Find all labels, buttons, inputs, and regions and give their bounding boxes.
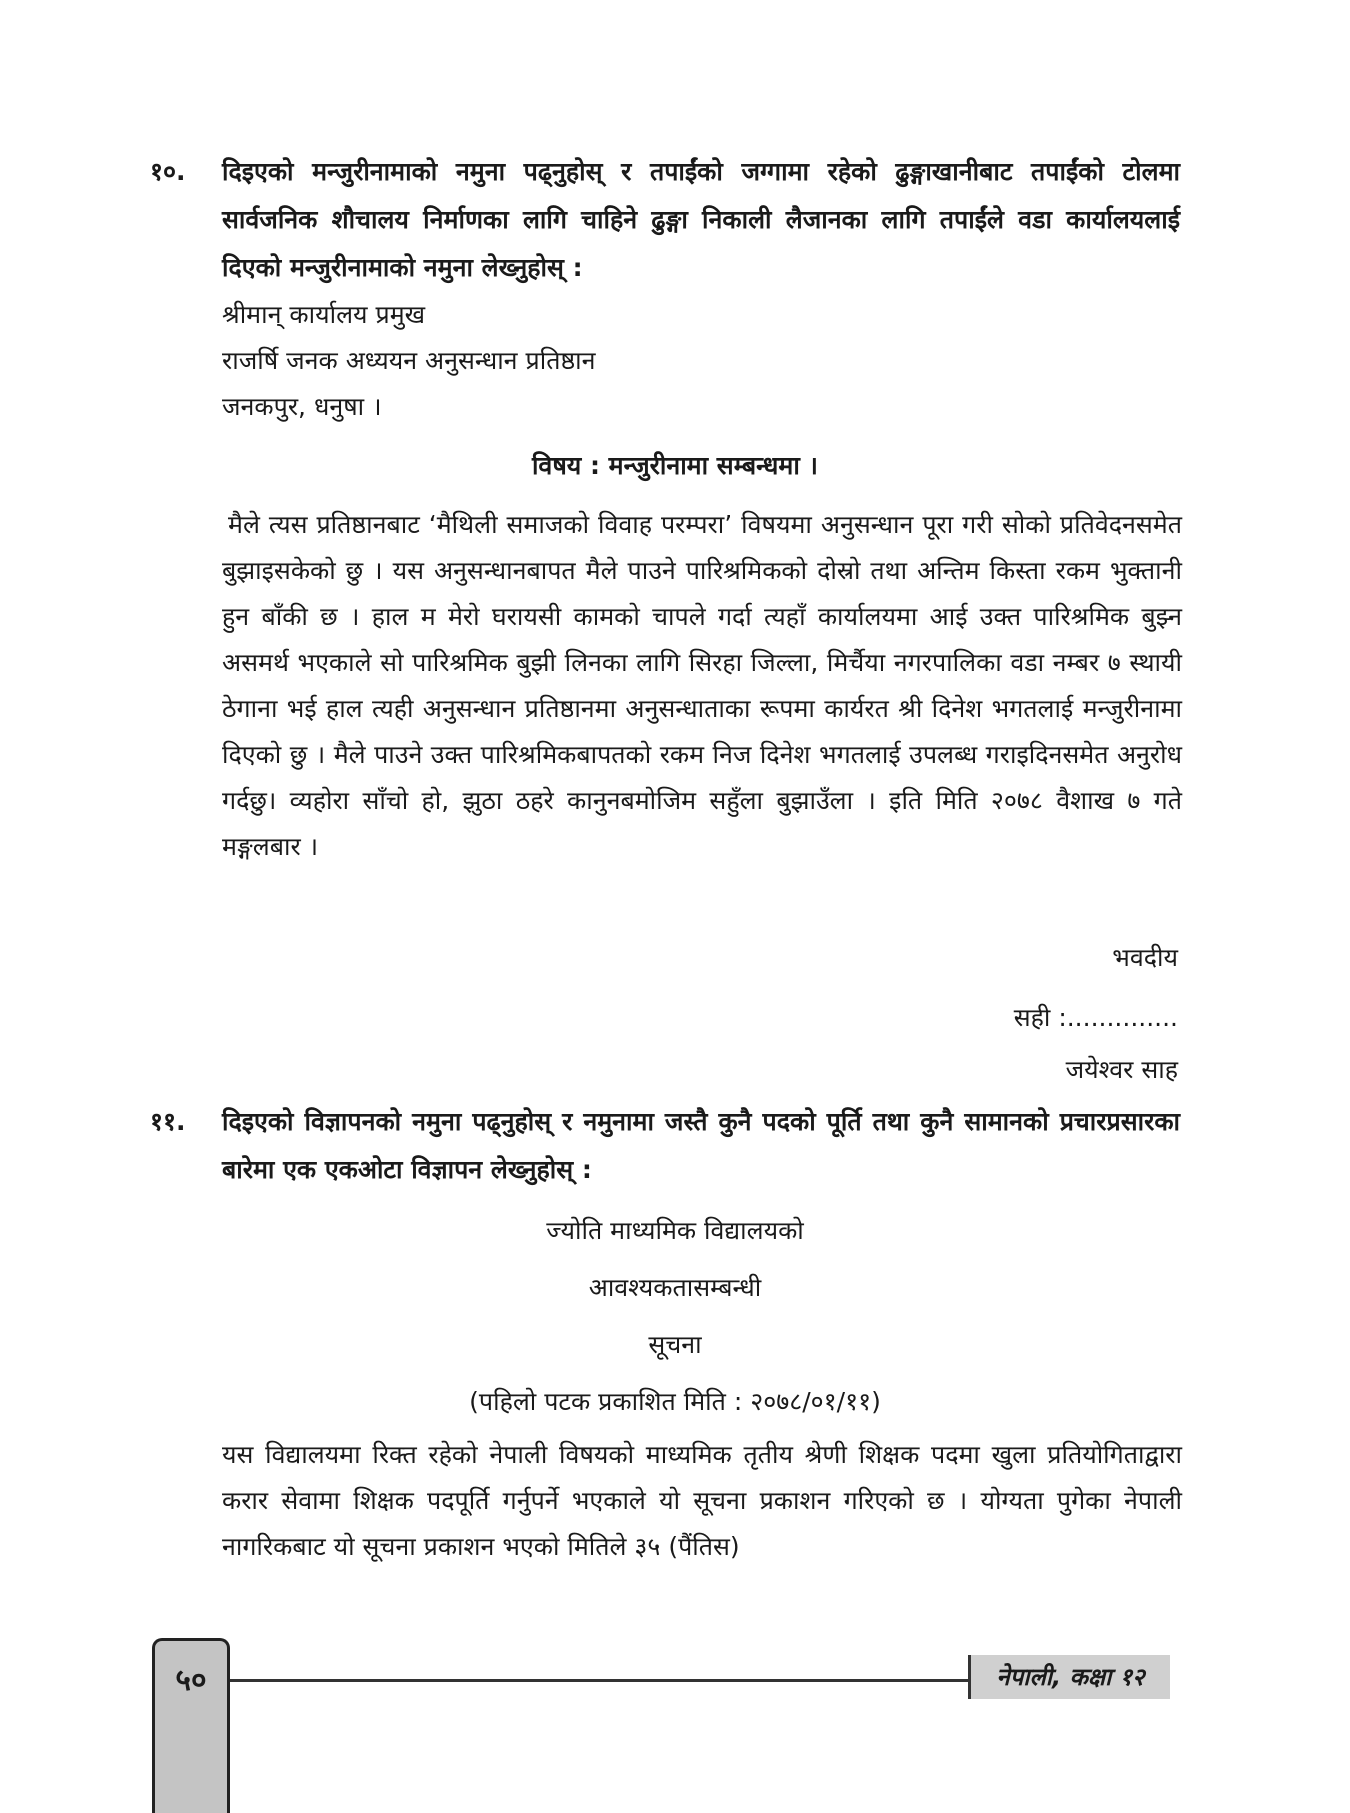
letter-closing: भवदीय — [1112, 943, 1178, 972]
book-title: नेपाली, कक्षा १२ — [968, 1655, 1170, 1699]
question-11-number: ११. — [150, 1107, 186, 1136]
letter-subject: विषय : मन्जुरीनामा सम्बन्धमा । — [531, 451, 819, 480]
question-10-number: १०. — [150, 157, 186, 186]
notice-heading: आवश्यकतासम्बन्धी — [588, 1273, 762, 1302]
footer-rule — [230, 1679, 970, 1682]
letter-body: मैले त्यस प्रतिष्ठानबाट ‘मैथिली समाजको विवाह परम्परा’ विषयमा अनुसन्धान पूरा गरी सोको प्रतिवेदनसमेत बुझाइसकेको छु । यस अनुसन्धानबापत मैले पाउने पारिश्रमिकको दोस्रो तथा अन्तिम किस्ता रकम भुक्तानी हुन बाँकी छ । हाल म मेरो घरायसी कामको चापले गर्दा त्यहाँ कार्यालयमा आई उक्त पारिश्रमिक बुझ्न असमर्थ भएकाले सो पारिश्रमिक बुझी लिनका लागि सिरहा जिल्ला, मिर्चैया नगरपालिका वडा नम्बर ७ स्थायी ठेगाना भई हाल त्यही अनुसन्धान प्रतिष्ठानमा अनुसन्धाताका रूपमा कार्यरत श्री दिनेश भगतलाई मन्जुरीनामा दिएको छु । मैले पाउने उक्त पारिश्रमिकबापतको रकम निज दिनेश भगतलाई उपलब्ध गराइदिनसमेत अनुरोध गर्दछु। व्यहोरा साँचो हो, झुठा ठहरे कानुनबमोजिम सहुँला बुझाउँला । इति मिति २०७८ वैशाख ७ गते मङ्गलबार । — [222, 510, 1182, 861]
question-10 — [150, 148, 1180, 292]
letter-address-line-3: जनकपुर, धनुषा । — [222, 392, 382, 421]
letter-signature: सही :.............. — [1013, 1003, 1178, 1032]
notice-school: ज्योति माध्यमिक विद्यालयको — [546, 1216, 804, 1245]
page-number: ५० — [175, 1663, 207, 1698]
notice-body: यस विद्यालयमा रिक्त रहेको नेपाली विषयको माध्यमिक तृतीय श्रेणी शिक्षक पदमा खुला प्रतियोगिताद्वारा करार सेवामा शिक्षक पदपूर्ति गर्नुपर्ने भएकाले यो सूचना प्रकाशन गरिएको छ । योग्यता पुगेका नेपाली नागरिकबाट यो सूचना प्रकाशन भएको मितिले ३५ (पैंतिस) — [222, 1440, 1182, 1561]
letter-address-line-2: राजर्षि जनक अध्ययन अनुसन्धान प्रतिष्ठान — [222, 346, 596, 375]
notice-title: सूचना — [648, 1330, 702, 1359]
letter-address-line-1: श्रीमान् कार्यालय प्रमुख — [222, 300, 426, 329]
question-11-text: दिइएको विज्ञापनको नमुना पढ्नुहोस् र नमुनामा जस्तै कुनै पदको पूर्ति तथा कुनै सामानको प्रचारप्रसारका बारेमा एक एकओटा विज्ञापन लेख्नुहोस् : — [222, 1107, 1180, 1184]
question-10-text: दिइएको मन्जुरीनामाको नमुना पढ्नुहोस् र तपाईंको जग्गामा रहेको ढुङ्गाखानीबाट तपाईंको टोलमा सार्वजनिक शौचालय निर्माणका लागि चाहिने ढुङ्गा निकाली लैजानका लागि तपाईंले वडा कार्यालयलाई दिएको मन्जुरीनामाको नमुना लेख्नुहोस् : — [222, 157, 1180, 282]
notice-date: (पहिलो पटक प्रकाशित मिति : २०७८/०१/११) — [469, 1387, 881, 1416]
letter-sender-name: जयेश्वर साह — [1065, 1055, 1178, 1084]
question-11 — [150, 1098, 1180, 1194]
